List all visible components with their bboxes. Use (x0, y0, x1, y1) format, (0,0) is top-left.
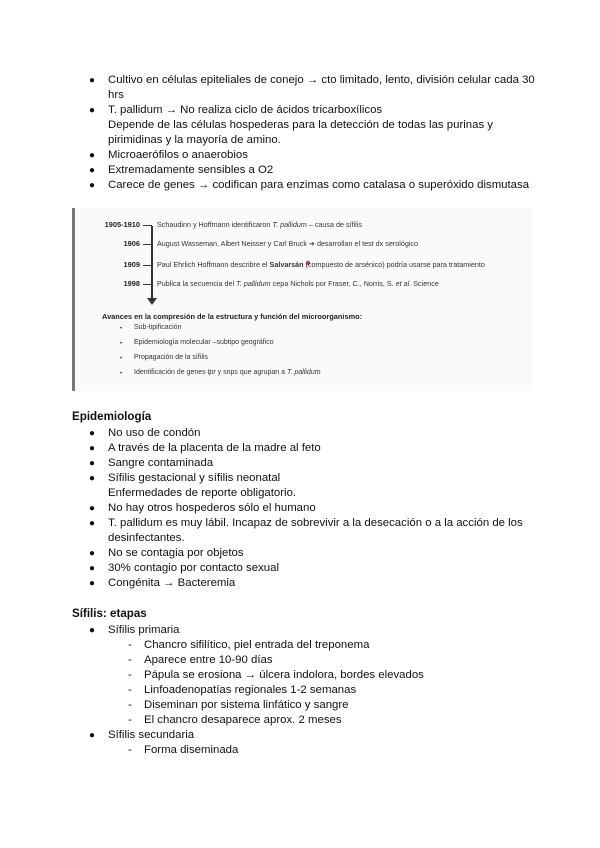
timeline-figure (72, 208, 532, 391)
list-item: Sífilis primaria (108, 624, 180, 636)
figure-bullet-icon: • (120, 356, 123, 362)
list-item: No se contagia por objetos (108, 547, 244, 559)
timeline-axis (151, 226, 153, 301)
list-item: No uso de condón (108, 427, 201, 439)
figure-left-border (72, 208, 75, 391)
timeline-year: 1905-1910 (104, 220, 140, 229)
section-heading-epidemiologia: Epidemiología (72, 410, 152, 423)
sub-list-item: Diseminan por sistema linfático y sangre (144, 699, 349, 711)
timeline-arrow-icon (147, 298, 157, 305)
list-item: T. pallidum → No realiza ciclo de ácidos tricarboxílicos (108, 104, 383, 116)
list-item: T. pallidum es muy lábil. Incapaz de sobrevivir a la desecación o a la acción de los (108, 517, 523, 529)
bullet-icon: ● (89, 563, 96, 574)
dash-icon: - (128, 669, 132, 681)
section-heading-sifilis-etapas: Sífilis: etapas (72, 607, 147, 620)
timeline-event: Paul Ehrlich Hoffmann describre el Salvarsán (compuesto de arsénico) podría usarse para tratamiento (157, 260, 485, 269)
list-item: Cultivo en células epiteliales de conejo → cto limitado, lento, división celular cada 30 (108, 74, 535, 86)
timeline-tick (143, 284, 152, 285)
dash-icon: - (128, 684, 132, 696)
list-item-continuation: hrs (108, 89, 124, 101)
bullet-icon: ● (89, 443, 96, 454)
sub-list-item: Chancro sifilítico, piel entrada del treponema (144, 639, 370, 651)
bullet-icon: ● (89, 473, 96, 484)
timeline-year: 1906 (123, 239, 140, 248)
bullet-icon: ● (89, 730, 96, 741)
sub-list-item: Aparece entre 10-90 días (144, 654, 273, 666)
bullet-icon: ● (89, 105, 96, 116)
bullet-icon: ● (89, 578, 96, 589)
bullet-icon: ● (89, 503, 96, 514)
timeline-year: 1909 (123, 260, 140, 269)
list-item: 30% contagio por contacto sexual (108, 562, 279, 574)
figure-heading: Avances en la compresión de la estructura y función del microorganismo: (102, 312, 363, 321)
list-item: Congénita → Bacteremia (108, 577, 236, 589)
dash-icon: - (128, 744, 132, 756)
dash-icon: - (128, 639, 132, 651)
list-item: Extremadamente sensibles a O2 (108, 164, 274, 176)
dash-icon: - (128, 654, 132, 666)
bullet-icon: ● (89, 180, 96, 191)
dash-icon: - (128, 714, 132, 726)
figure-list-item: Propagación de la sífilis (134, 354, 208, 361)
list-item: Sangre contaminada (108, 457, 214, 469)
list-item-continuation: Enfermedades de reporte obligatorio. (108, 487, 297, 499)
bullet-icon: ● (89, 165, 96, 176)
timeline-year: 1998 (123, 279, 140, 288)
bullet-icon: ● (89, 458, 96, 469)
sub-list-item: Forma diseminada (144, 744, 239, 756)
bullet-icon: ● (89, 150, 96, 161)
list-item-continuation: desinfectantes. (108, 532, 185, 544)
bullet-icon: ● (89, 75, 96, 86)
list-item: Sífilis secundaria (108, 729, 195, 741)
sub-list-item: Linfoadenopatías regionales 1-2 semanas (144, 684, 357, 696)
dash-icon: - (128, 699, 132, 711)
timeline-tick (143, 265, 152, 266)
list-item-continuation: pirimidinas y la mayoría de amino. (108, 134, 281, 146)
list-item: Microaerófilos o anaerobios (108, 149, 248, 161)
list-item: No hay otros hospederos sólo el humano (108, 502, 316, 514)
list-item: A través de la placenta de la madre al feto (108, 442, 321, 454)
figure-list-item: Sub-tipificación (134, 324, 182, 331)
figure-bullet-icon: • (120, 341, 123, 347)
bullet-icon: ● (89, 625, 96, 636)
figure-bullet-icon: • (120, 371, 123, 377)
figure-list-item: Identificación de genes tpr y snps que agrupan a T. pallidum (134, 369, 321, 376)
list-item-continuation: Depende de las células hospederas para la detección de todas las purinas y (108, 119, 494, 131)
sub-list-item: Pápula se erosiona → úlcera indolora, bordes elevados (144, 669, 424, 681)
list-item: Sífilis gestacional y sífilis neonatal (108, 472, 281, 484)
timeline-event: Schaudinn y Hoffmann identificaron T. pallidum – causa de sífilis (157, 220, 362, 229)
bullet-icon: ● (89, 518, 96, 529)
bullet-icon: ● (89, 428, 96, 439)
timeline-event: August Wasseman, Albert Neisser y Carl Bruck ➔ desarrollan el test dx serológico (157, 239, 419, 248)
figure-bullet-icon: • (120, 326, 123, 332)
timeline-tick (143, 244, 152, 245)
timeline-event: Publica la secuencia del T. pallidum cepa Nichols por Fraser, C., Norris, S. et al. Science (157, 279, 439, 288)
figure-list-item: Epidemiología molecular –subtipo geográfico (134, 339, 274, 346)
list-item: Carece de genes → codifican para enzimas como catalasa o superóxido dismutasa (108, 179, 530, 191)
timeline-tick (143, 225, 152, 226)
bullet-icon: ● (89, 548, 96, 559)
sub-list-item: El chancro desaparece aprox. 2 meses (144, 714, 342, 726)
